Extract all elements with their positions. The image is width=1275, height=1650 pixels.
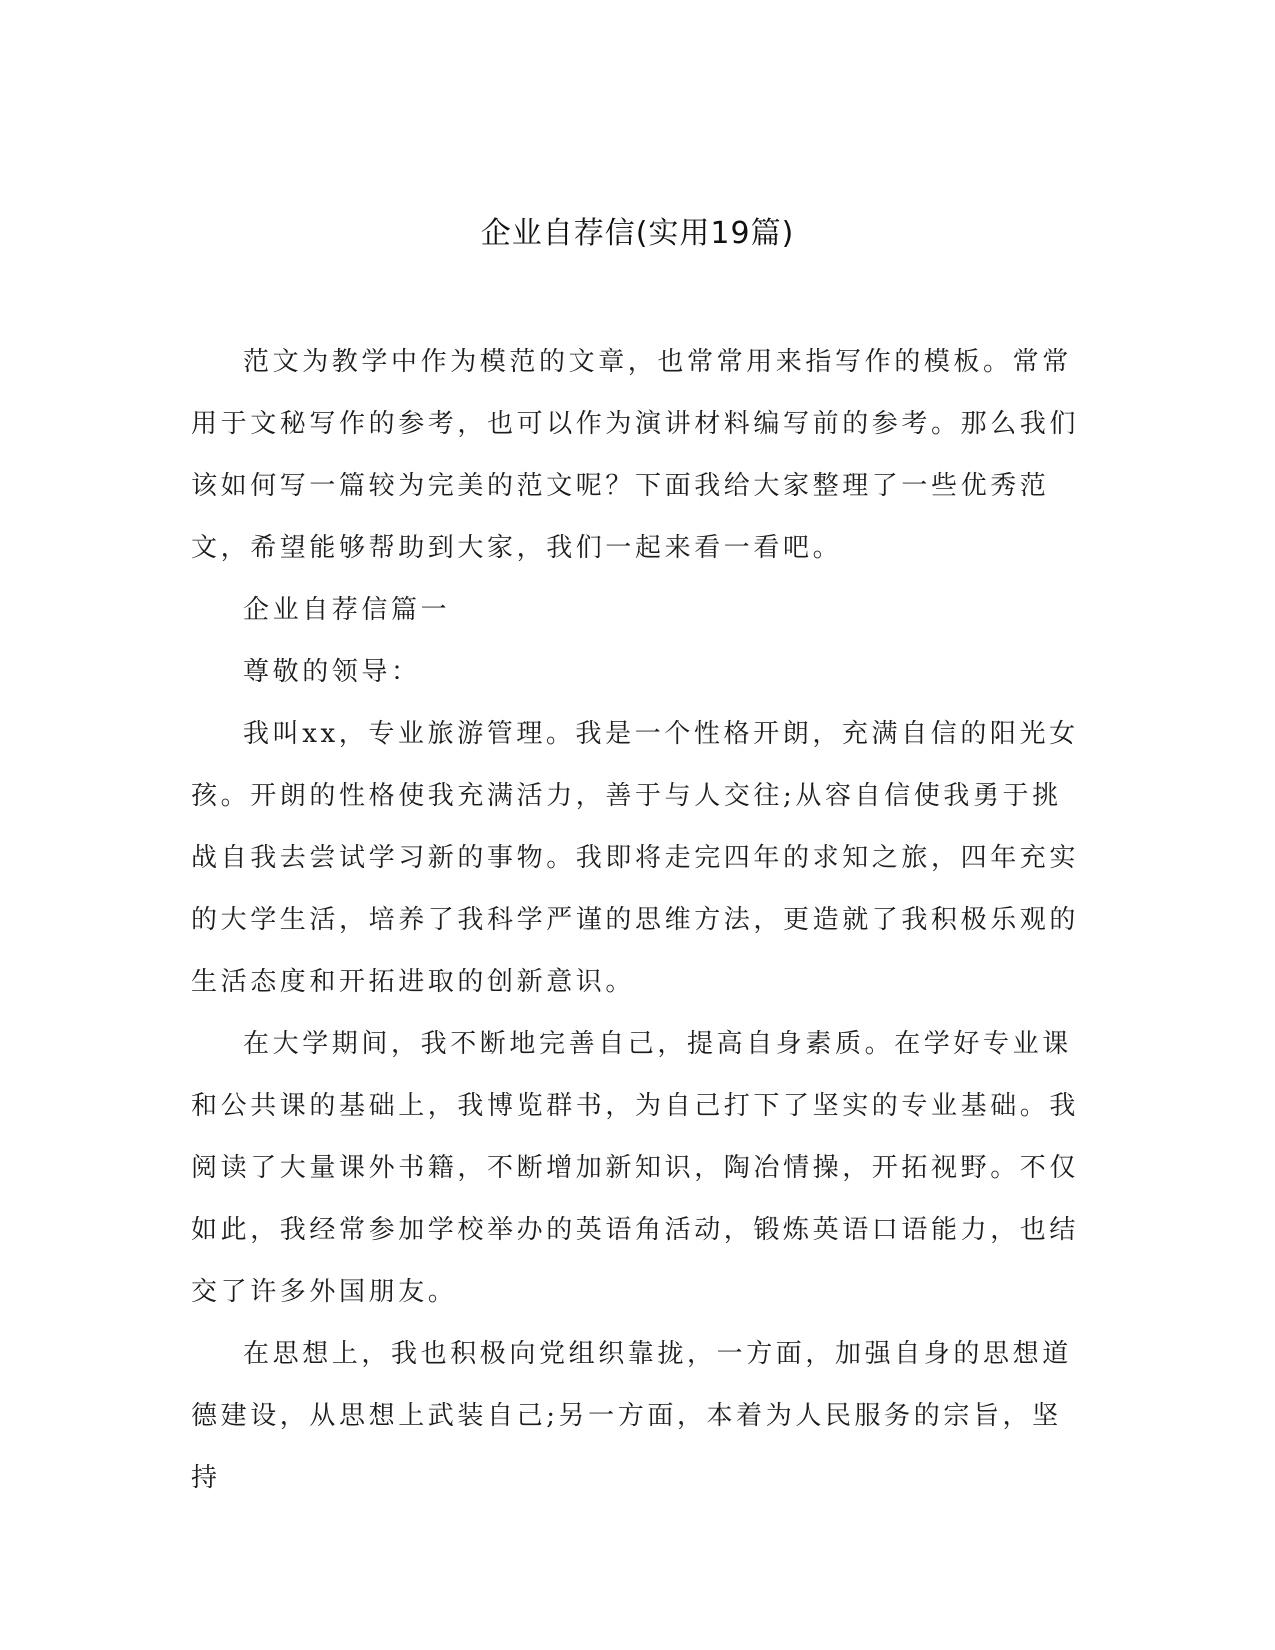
document-title: 企业自荐信(实用19篇)	[480, 216, 795, 251]
intro-paragraph: 范文为教学中作为模范的文章，也常常用来指写作的模板。常常用于文秘写作的参考，也可以作为演讲材料编写前的参考。那么我们该如何写一篇较为完美的范文呢？下面我给大家整理了一些优秀范文，希望能够帮助到大家，我们一起来看一看吧。	[191, 347, 1080, 563]
document-body	[191, 331, 1091, 1509]
body-paragraph-ideology: 在思想上，我也积极向党组织靠拢，一方面，加强自身的思想道德建设，从思想上武装自己;另一方面，本着为人民服务的宗旨，坚持	[191, 1339, 1072, 1493]
section-heading: 企业自荐信篇一	[243, 595, 451, 625]
salutation: 尊敬的领导：	[243, 657, 421, 687]
body-paragraph-self-intro: 我叫xx，专业旅游管理。我是一个性格开朗，充满自信的阳光女孩。开朗的性格使我充满活力，善于与人交往;从容自信使我勇于挑战自我去尝试学习新的事物。我即将走完四年的求知之旅，四年充实的大学生活，培养了我科学严谨的思维方法，更造就了我积极乐观的生活态度和开拓进取的创新意识。	[191, 719, 1080, 997]
body-paragraph-university: 在大学期间，我不断地完善自己，提高自身素质。在学好专业课和公共课的基础上，我博览群书，为自己打下了坚实的专业基础。我阅读了大量课外书籍，不断增加新知识，陶冶情操，开拓视野。不仅如此，我经常参加学校举办的英语角活动，锻炼英语口语能力，也结交了许多外国朋友。	[191, 1029, 1080, 1307]
